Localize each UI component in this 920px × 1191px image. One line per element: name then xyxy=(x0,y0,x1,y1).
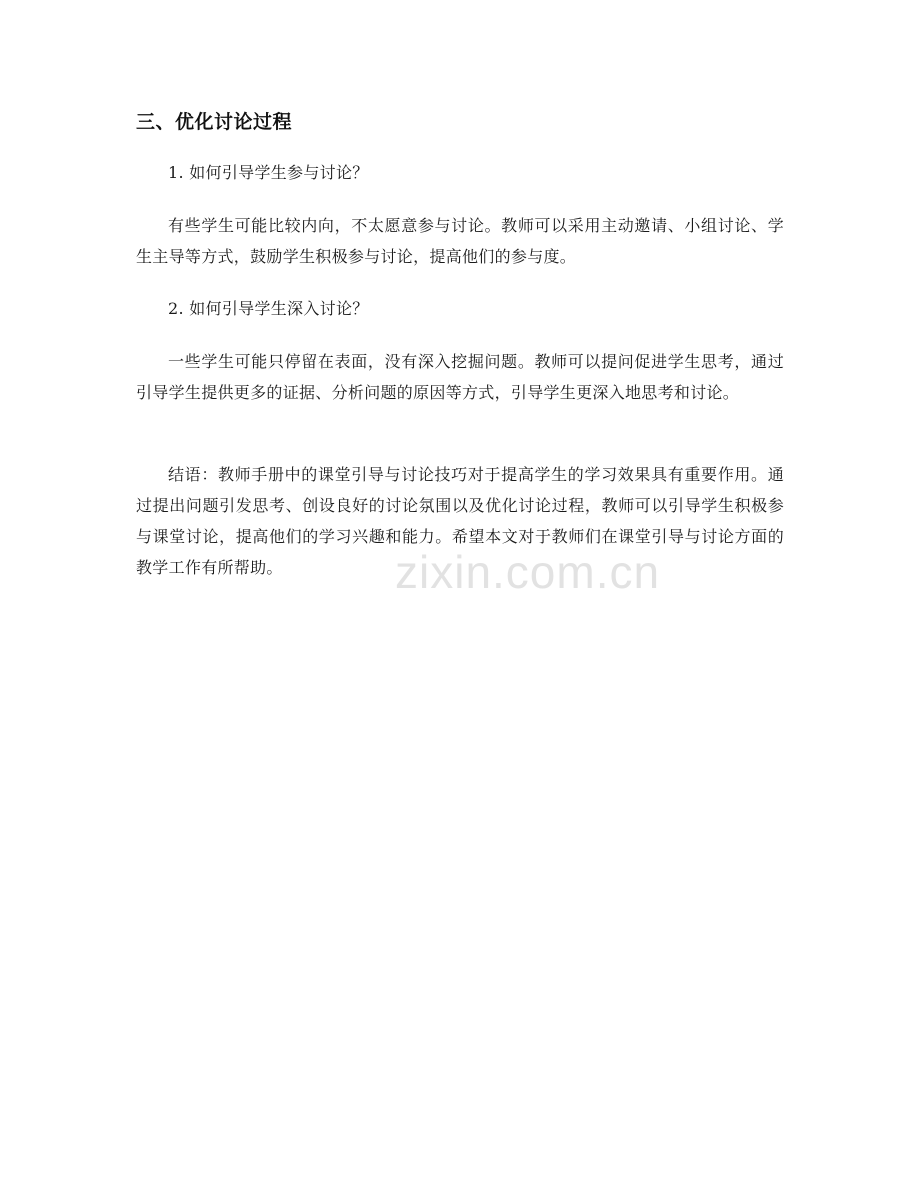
watermark: zixin.com.cn xyxy=(395,546,661,598)
section-heading: 三、优化讨论过程 xyxy=(136,111,293,133)
conclusion-paragraph: 结语：教师手册中的课堂引导与讨论技巧对于提高学生的学习效果具有重要作用。通过提出问题引发思考、创设良好的讨论氛围以及优化讨论过程，教师可以引导学生积极参与课堂讨论，提高他们的学习兴趣和能力。希望本文对于教师们在课堂引导与讨论方面的教学工作有所帮助。 xyxy=(136,465,784,577)
question-1: 1. 如何引导学生参与讨论？ xyxy=(168,163,369,182)
answer-1: 有些学生可能比较内向，不太愿意参与讨论。教师可以采用主动邀请、小组讨论、学生主导等方式，鼓励学生积极参与讨论，提高他们的参与度。 xyxy=(136,216,784,266)
answer-2: 一些学生可能只停留在表面，没有深入挖掘问题。教师可以提问促进学生思考，通过引导学生提供更多的证据、分析问题的原因等方式，引导学生更深入地思考和讨论。 xyxy=(136,352,784,402)
question-2: 2. 如何引导学生深入讨论？ xyxy=(168,299,369,318)
